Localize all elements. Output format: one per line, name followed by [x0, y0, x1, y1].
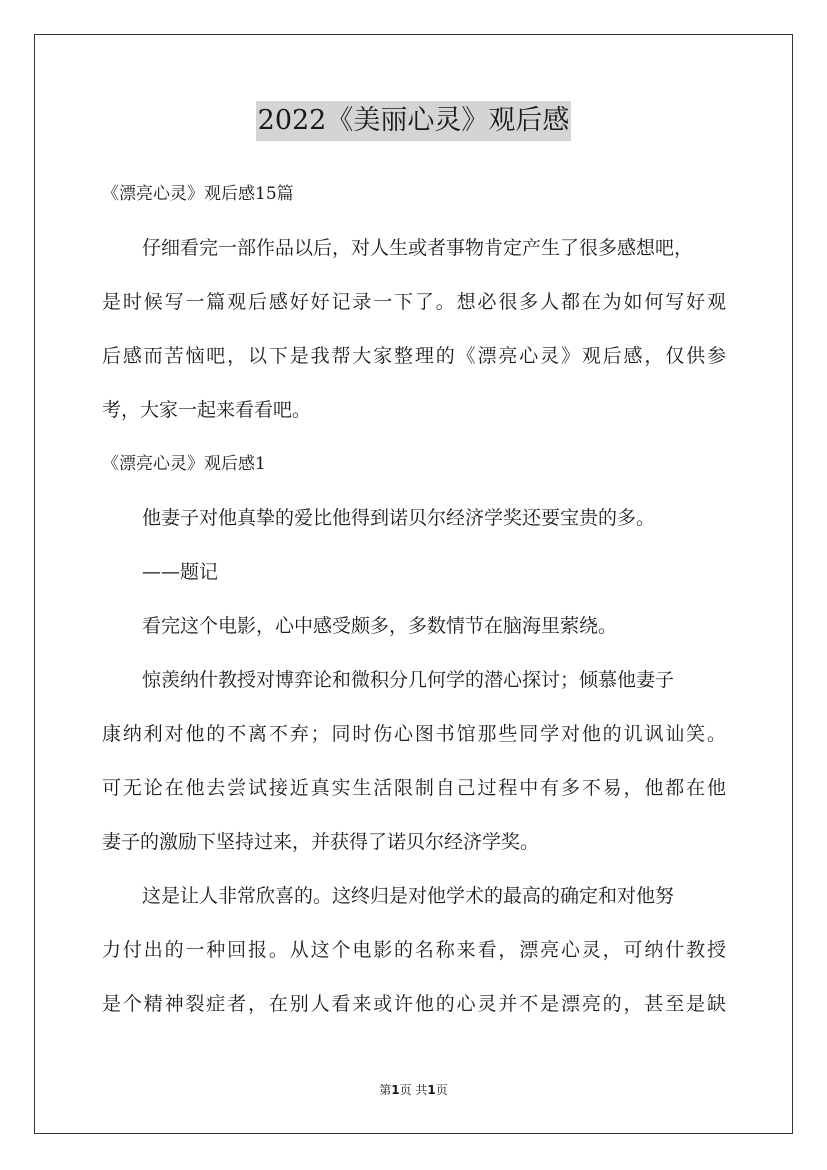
footer-suffix: 页 [435, 1083, 448, 1097]
paragraph-3-line: 这是让人非常欣喜的。这终归是对他学术的最高的确定和对他努 [142, 885, 675, 907]
intro-line: 仔细看完一部作品以后，对人生或者事物肯定产生了很多感想吧， [142, 237, 694, 259]
paragraph-3-line: 是个精神裂症者，在别人看来或许他的心灵并不是漂亮的，甚至是缺 [102, 993, 726, 1015]
paragraph-1: 看完这个电影，心中感受颇多，多数情节在脑海里萦绕。 [142, 615, 618, 637]
intro-line: 考，大家一起来看看吧。 [102, 399, 312, 421]
footer-current-page: 1 [391, 1083, 400, 1097]
intro-line: 是时候写一篇观后感好好记录一下了。想必很多人都在为如何写好观 [102, 291, 726, 313]
paragraph-2-line: 可无论在他去尝试接近真实生活限制自己过程中有多不易，他都在他 [102, 777, 726, 799]
footer-total-pages: 1 [427, 1083, 436, 1097]
title-container [0, 101, 827, 141]
footer-prefix: 第 [379, 1083, 392, 1097]
epigraph-source: ——题记 [142, 561, 219, 583]
epigraph: 他妻子对他真挚的爱比他得到诺贝尔经济学奖还要宝贵的多。 [142, 507, 656, 529]
page-footer [0, 1082, 827, 1098]
paragraph-3-line: 力付出的一种回报。从这个电影的名称来看，漂亮心灵，可纳什教授 [102, 939, 726, 961]
section-heading: 《漂亮心灵》观后感1 [102, 454, 266, 474]
paragraph-2-line: 康纳利对他的不离不弃；同时伤心图书馆那些同学对他的讥讽讪笑。 [102, 723, 726, 745]
intro-line: 后感而苦恼吧，以下是我帮大家整理的《漂亮心灵》观后感，仅供参 [102, 345, 726, 367]
paragraph-2-line: 惊羡纳什教授对博弈论和微积分几何学的潜心探讨；倾慕他妻子 [142, 669, 675, 691]
document-title: 2022《美丽心灵》观后感 [256, 101, 572, 141]
document-subtitle: 《漂亮心灵》观后感15篇 [102, 184, 294, 204]
paragraph-2-line: 妻子的激励下坚持过来，并获得了诺贝尔经济学奖。 [102, 831, 540, 853]
footer-mid: 页 共 [399, 1083, 428, 1097]
